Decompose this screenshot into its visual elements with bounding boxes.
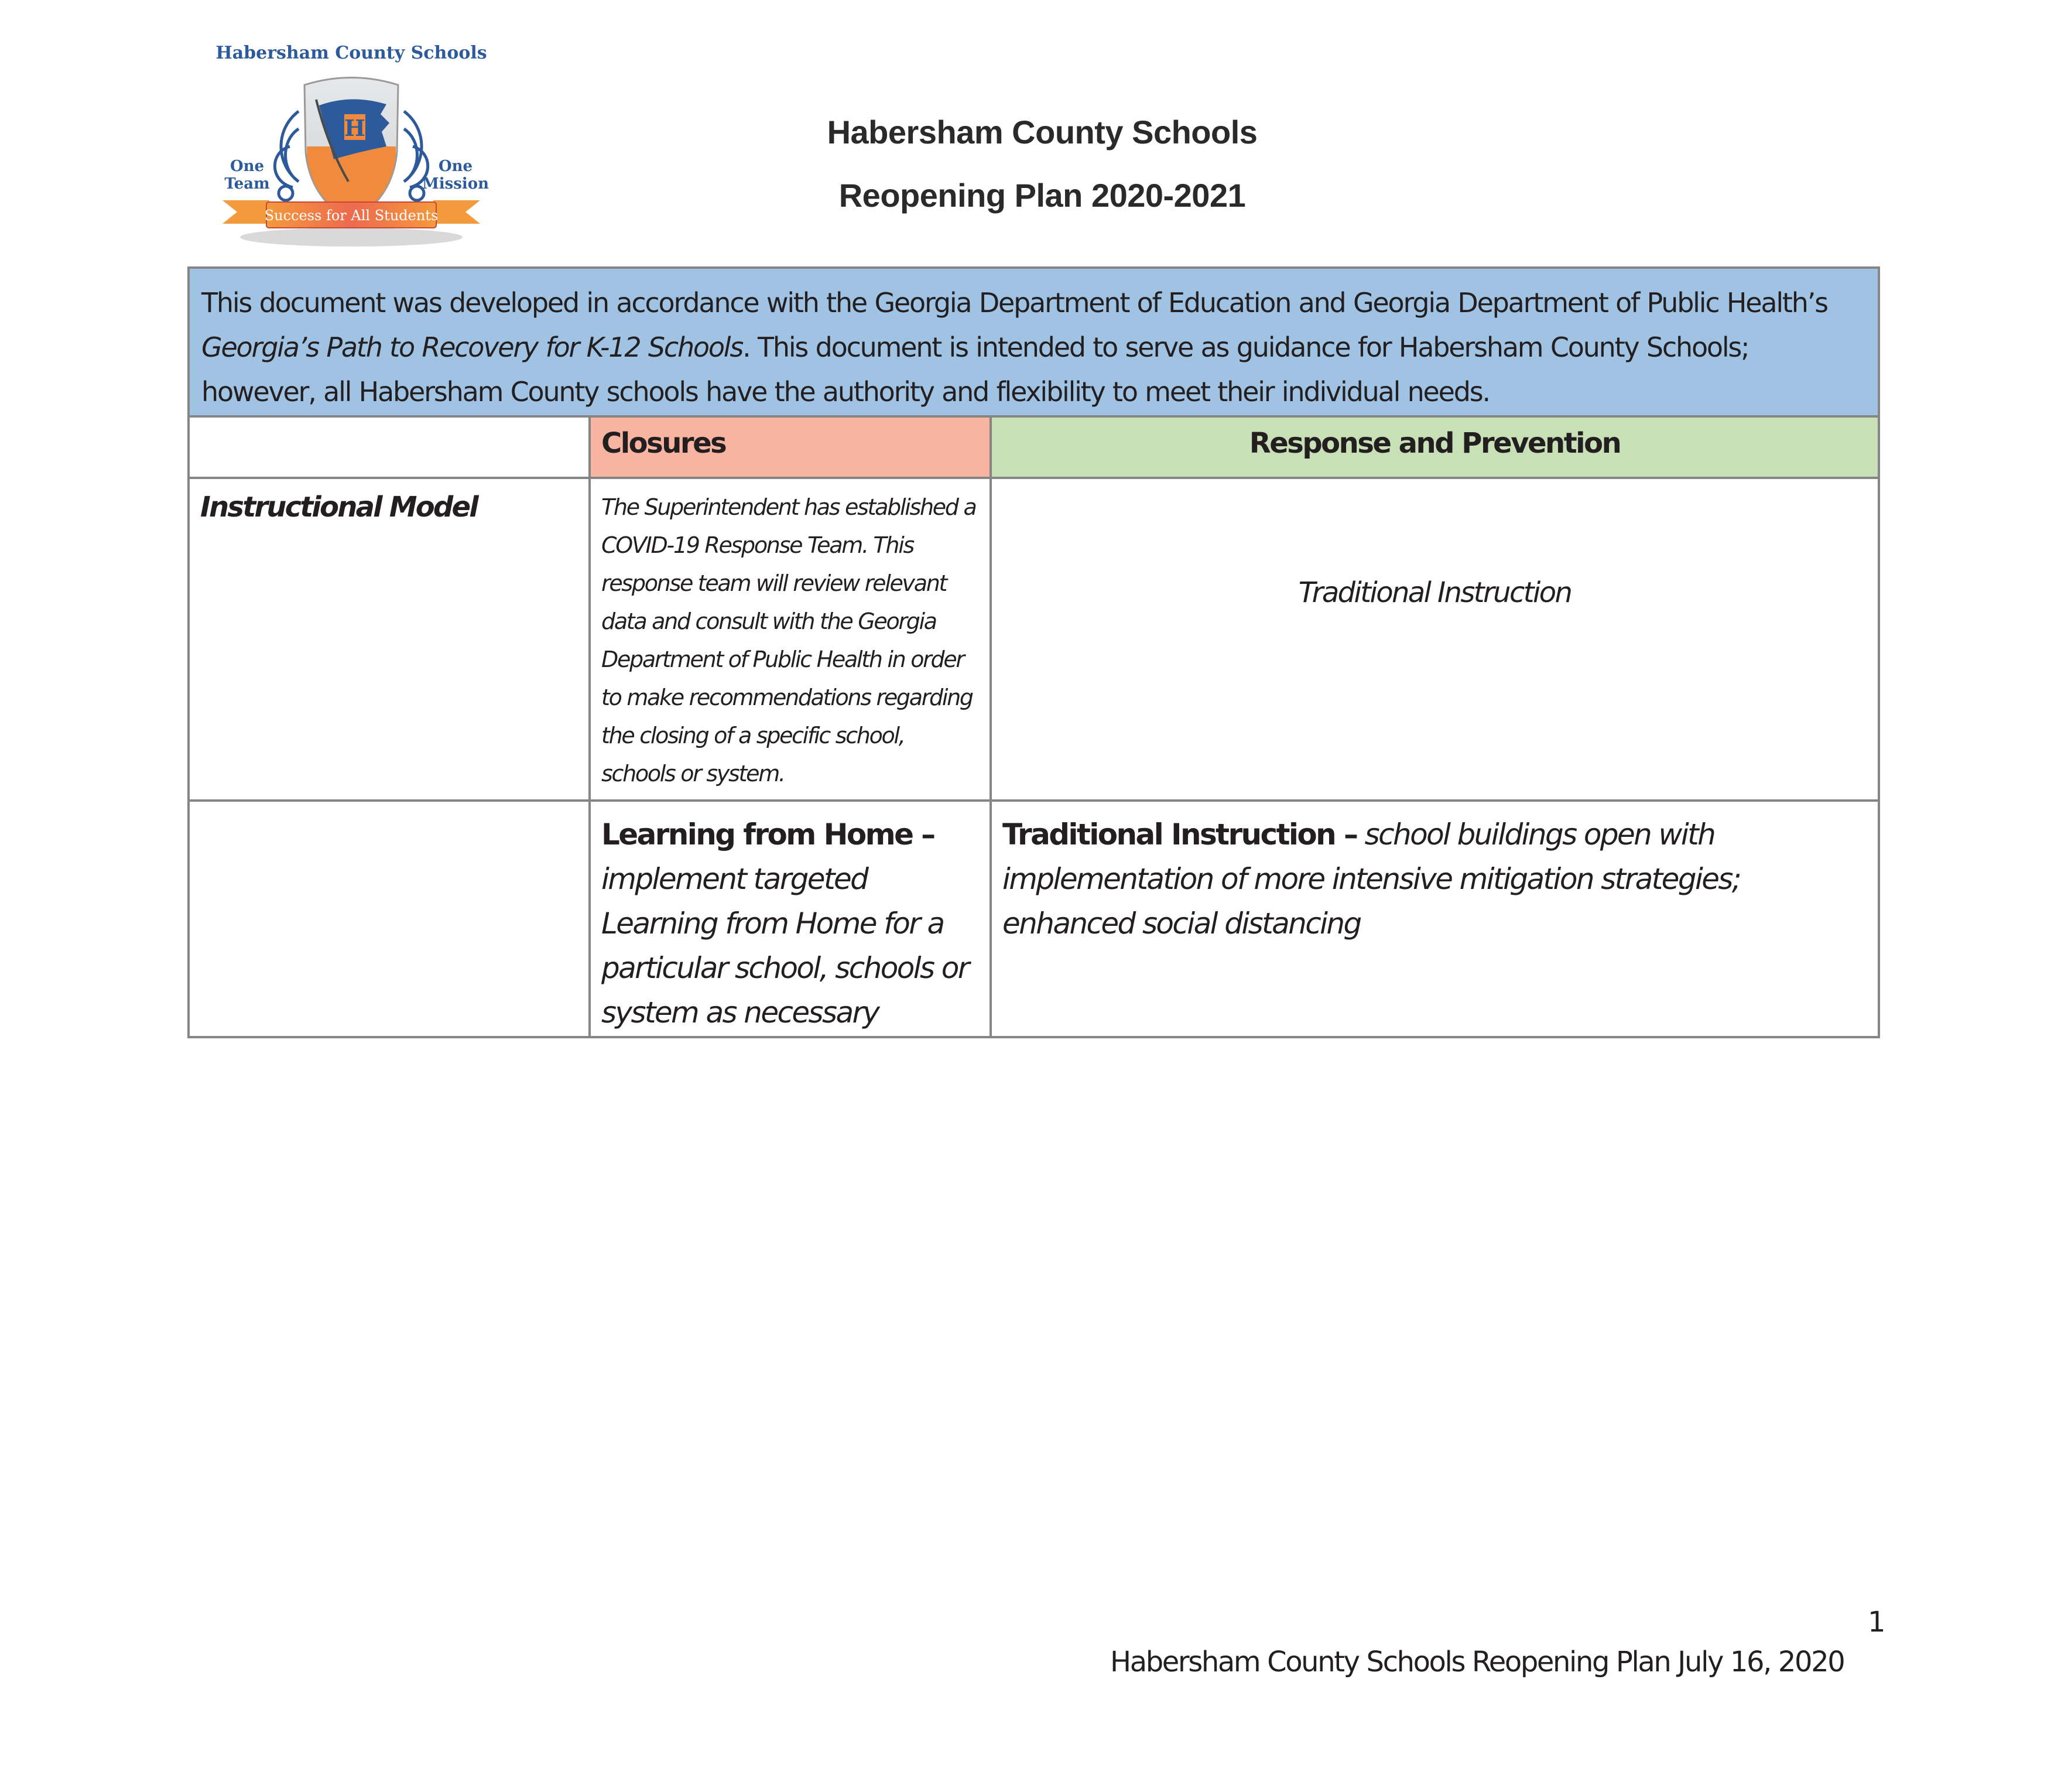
district-logo <box>211 35 492 258</box>
svg-text:One: One <box>438 158 473 175</box>
svg-text:Mission: Mission <box>422 175 489 193</box>
table-border-left <box>187 266 190 1038</box>
crest-icon <box>211 35 492 258</box>
document-title: Habersham County Schools <box>827 114 1258 151</box>
closures-cell-row1: The Superintendent has established a COVID-19 Response Team. This response team will review relevant data and consult with the Georgia Department of Public Health in order to make recommendations regarding the closing of a specific school, schools or system. <box>601 494 976 786</box>
closures-row2-heading: Learning from Home – <box>601 818 934 851</box>
table-border-bottom <box>189 1036 1880 1038</box>
svg-text:H: H <box>344 115 365 141</box>
response-cell-row2 <box>991 801 1879 1037</box>
row-label-row2 <box>189 801 590 1037</box>
row-label-instructional-model: Instructional Model <box>200 491 477 524</box>
table-column-rule-2 <box>990 415 992 1037</box>
column-header-closures: Closures <box>590 416 991 478</box>
svg-text:One: One <box>230 158 265 175</box>
document-subtitle: Reopening Plan 2020-2021 <box>838 177 1246 214</box>
page-number: 1 <box>1868 1606 1886 1639</box>
intro-italic-title: Georgia’s Path to Recovery for K-12 Schools <box>201 331 743 363</box>
reopening-plan-table <box>189 268 1879 1037</box>
response-cell-row1: Traditional Instruction <box>1298 576 1571 609</box>
header-blank-cell <box>189 416 590 478</box>
intro-text-after: . This document is intended to serve as guidance for Habersham County Schools; however, all Habersham County schools have the authority and flexibility to meet their individual needs. <box>201 331 1749 408</box>
column-header-response: Response and Prevention <box>991 416 1879 478</box>
document-title-block <box>644 111 1440 212</box>
svg-text:Success for All Students: Success for All Students <box>264 207 439 224</box>
response-row2-text: school buildings open with implementation of more intensive mitigation strategies; enhanced social distancing <box>1002 818 1741 941</box>
table-column-rule-1 <box>588 415 591 1037</box>
closures-cell-row2 <box>590 801 991 1037</box>
table-border-top <box>189 266 1880 269</box>
footer-text: Habersham County Schools Reopening Plan July 16, 2020 <box>1110 1646 1844 1678</box>
table-rule-header <box>189 477 1880 479</box>
svg-text:Team: Team <box>224 175 270 193</box>
response-row2-heading: Traditional Instruction – <box>1002 818 1357 851</box>
intro-paragraph <box>189 268 1879 416</box>
table-rule-row1 <box>189 799 1880 802</box>
closures-row2-text: implement targeted Learning from Home for a particular school, schools or system as necessary <box>601 862 968 1030</box>
intro-text-before: This document was developed in accordance with the Georgia Department of Education and Georgia Department of Public Health’s <box>201 287 1827 319</box>
svg-text:Habersham County Schools: Habersham County Schools <box>215 43 487 63</box>
table-border-right <box>1878 266 1880 1038</box>
table-rule-intro <box>189 415 1880 418</box>
